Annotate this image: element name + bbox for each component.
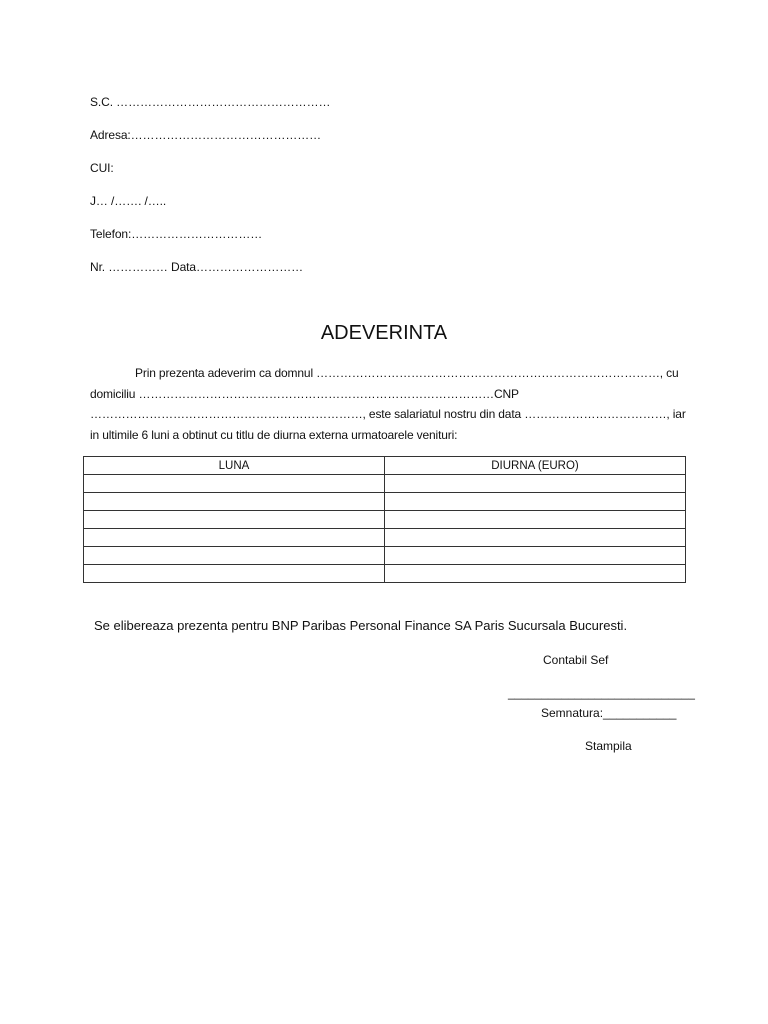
stamp-label: Stampila: [585, 739, 632, 753]
table-cell: [385, 547, 686, 565]
table-cell: [385, 565, 686, 583]
table-row: [84, 565, 686, 583]
table-row: [84, 511, 686, 529]
address-field: Adresa:…………………………………………: [90, 128, 322, 142]
table-header-row: [84, 457, 686, 475]
column-header-luna: LUNA: [84, 457, 385, 475]
table-cell: [84, 475, 385, 493]
signature-line: ____________________________: [508, 686, 695, 700]
table-cell: [84, 493, 385, 511]
table-row: [84, 547, 686, 565]
registry-number-field: J… /……. /…..: [90, 194, 167, 208]
phone-field: Telefon:……………………………: [90, 227, 263, 241]
table-cell: [385, 493, 686, 511]
number-date-field: Nr. …………… Data………………………: [90, 260, 304, 274]
paragraph-text: Prin prezenta adeverim ca domnul ……………………………………………………………………………, cu domiciliu ………………………………………………………………………………CNP ……………………………………………………………, este salariatul nostru din data ………………………………, iar in ultimile 6 luni a obtinut cu titlu de diurna externa urmatoarele venituri:: [90, 366, 686, 442]
table-cell: [385, 475, 686, 493]
chief-accountant-label: Contabil Sef: [543, 653, 609, 667]
table-cell: [84, 565, 385, 583]
table-cell: [84, 511, 385, 529]
column-header-diurna: DIURNA (EURO): [385, 457, 686, 475]
signature-label: Semnatura:___________: [541, 706, 677, 720]
table-cell: [84, 547, 385, 565]
table-row: [84, 493, 686, 511]
table-cell: [385, 511, 686, 529]
document-title: ADEVERINTA: [320, 322, 448, 344]
company-name-field: S.C. ………………………………………………: [90, 95, 331, 109]
table-cell: [84, 529, 385, 547]
table-row: [84, 475, 686, 493]
income-table: [83, 456, 686, 583]
issuance-statement: Se elibereaza prezenta pentru BNP Paribas Personal Finance SA Paris Sucursala Bucuresti.: [94, 618, 628, 633]
table-row: [84, 529, 686, 547]
certificate-paragraph: [90, 363, 688, 445]
cui-field: CUI:: [90, 161, 114, 175]
table-cell: [385, 529, 686, 547]
